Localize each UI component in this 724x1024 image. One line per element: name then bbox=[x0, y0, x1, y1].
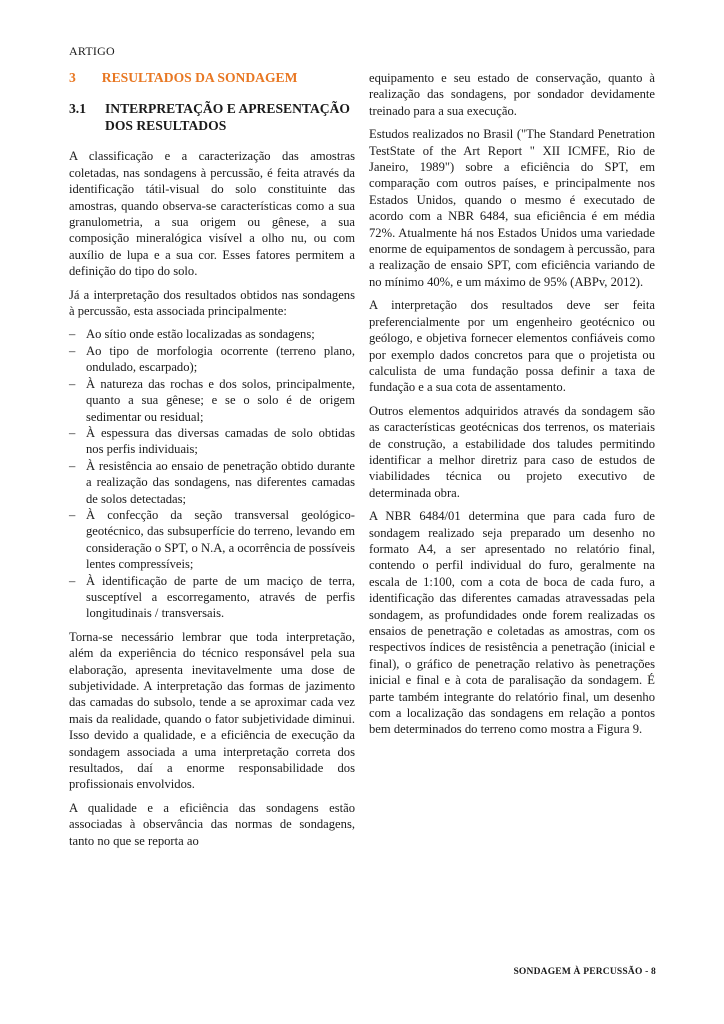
paragraph: A qualidade e a eficiência das sondagens estão associadas à observância das normas de sondagens, tanto no que se reporta ao bbox=[69, 800, 355, 848]
section-title: RESULTADOS DA SONDAGEM bbox=[101, 70, 298, 85]
list-item: – À confecção da seção transversal geológico-geotécnico, das subsuperfície do terreno, levando em consideração o SPT, o N.A, a ocorrência de possíveis lentes compressíveis; bbox=[69, 507, 355, 573]
subsection-number: 3.1 bbox=[69, 101, 86, 117]
paragraph: Já a interpretação dos resultados obtidos nas sondagens à percussão, esta associada principalmente: bbox=[69, 287, 355, 319]
running-header: ARTIGO bbox=[69, 44, 115, 58]
list-item: – Ao sítio onde estão localizadas as sondagens; bbox=[69, 326, 355, 342]
paragraph: Estudos realizados no Brasil ("The Standard Penetration TestState of the Art Report " XII ICMFE, Rio de Janeiro, 1989") sobre a eficiência do SPT, em comparação com outros países, e principalmente nos Estados Unidos, quando o mesmo é executado de acordo com a NBR 6484, sua eficiência é em média 72%. Atualmente há nos Estados Unidos uma variedade enorme de equipamentos de sondagem à percussão, para a realização de ensaio SPT, com eficiência variando de no mínimo 40%, e um máximo de 95% (ABPv, 2012). bbox=[369, 127, 655, 289]
list-item: – À espessura das diversas camadas de solo obtidas nos perfis individuais; bbox=[69, 425, 355, 458]
page-footer: SONDAGEM À PERCUSSÃO - 8 bbox=[513, 967, 656, 977]
list-item: – À natureza das rochas e dos solos, principalmente, quanto a sua gênese; e se o solo é de origem sedimentar ou residual; bbox=[69, 376, 355, 425]
list-item: – Ao tipo de morfologia ocorrente (terreno plano, ondulado, escarpado); bbox=[69, 343, 355, 376]
paragraph: equipamento e seu estado de conservação, quanto à realização das sondagens, por sondador devidamente treinado para a sua execução. bbox=[369, 71, 655, 118]
section-number: 3 bbox=[69, 70, 76, 85]
bullet-list bbox=[69, 326, 355, 621]
paragraph: A classificação e a caracterização das amostras coletadas, nas sondagens à percussão, é feita através da identificação tátil-visual do solo constituinte das amostras, quando observa-se características como a sua granulometria, a sua origem ou gênese, a sua composição mineralógica visível a olho nu, ou com auxílio de lupa e a sua cor. Esses fatores permitem a definição do tipo do solo. bbox=[69, 149, 355, 279]
left-column bbox=[69, 70, 355, 856]
subsection-heading bbox=[69, 100, 355, 134]
paragraph: Torna-se necessário lembrar que toda interpretação, além da experiência do técnico responsável pela sua elaboração, apresenta inevitavelmente uma dose de subjetividade. A interpretação das formas de jazimento das camadas do subsolo, tende a se aproximar cada vez mais da realidade, quando o fator subjetividade diminui. Isso devido a qualidade, e a eficiência de execução da sondagem associada a uma interpretação correta dos resultados, daí a enorme responsabilidade dos profissionais envolvidos. bbox=[69, 629, 355, 792]
right-column bbox=[369, 70, 655, 745]
paragraph: A interpretação dos resultados deve ser feita preferencialmente por um engenheiro geotécnico ou geólogo, e objetiva fornecer elementos confiáveis como por exemplo dados concretos para que o projetista ou calculista de uma fundação possa definir a taxa de fundação e a sua cota de assentamento. bbox=[369, 298, 655, 395]
list-item: – À identificação de parte de um maciço de terra, susceptível a escorregamento, através de perfis longitudinais / transversais. bbox=[69, 573, 355, 622]
subsection-title: INTERPRETAÇÃO E APRESENTAÇÃO DOS RESULTADOS bbox=[105, 101, 350, 134]
section-heading bbox=[69, 70, 355, 86]
list-item: – À resistência ao ensaio de penetração obtido durante a realização das sondagens, nas diferentes camadas de solos detectadas; bbox=[69, 458, 355, 507]
paragraph: A NBR 6484/01 determina que para cada furo de sondagem realizado seja preparado um desenho no formato A4, a ser apresentado no relatório final, contendo o perfil individual do furo, geralmente na escala de 1:100, com a cota de boca de cada furo, a identificação das diferentes camadas atravessadas pela sondagem, as profundidades onde forem realizadas os ensaios de penetração e coletadas as amostras, com os respectivos índices de resistência a penetração (inicial e final), o gráfico de penetração relativo às penetrações inicial e final e à cota de paralisação da sondagem. É parte também integrante do relatório final, um desenho com a localização das sondagens em relação a pontos bem determinados do terreno como mostra a Figura 9. bbox=[369, 509, 655, 737]
paragraph: Outros elementos adquiridos através da sondagem são as características geotécnicas dos terrenos, os materiais de construção, a estabilidade dos taludes permitindo identificar a melhor diretriz para caso de estudos de viabilidades técnica ou projeto executivo de determinada obra. bbox=[369, 403, 655, 500]
